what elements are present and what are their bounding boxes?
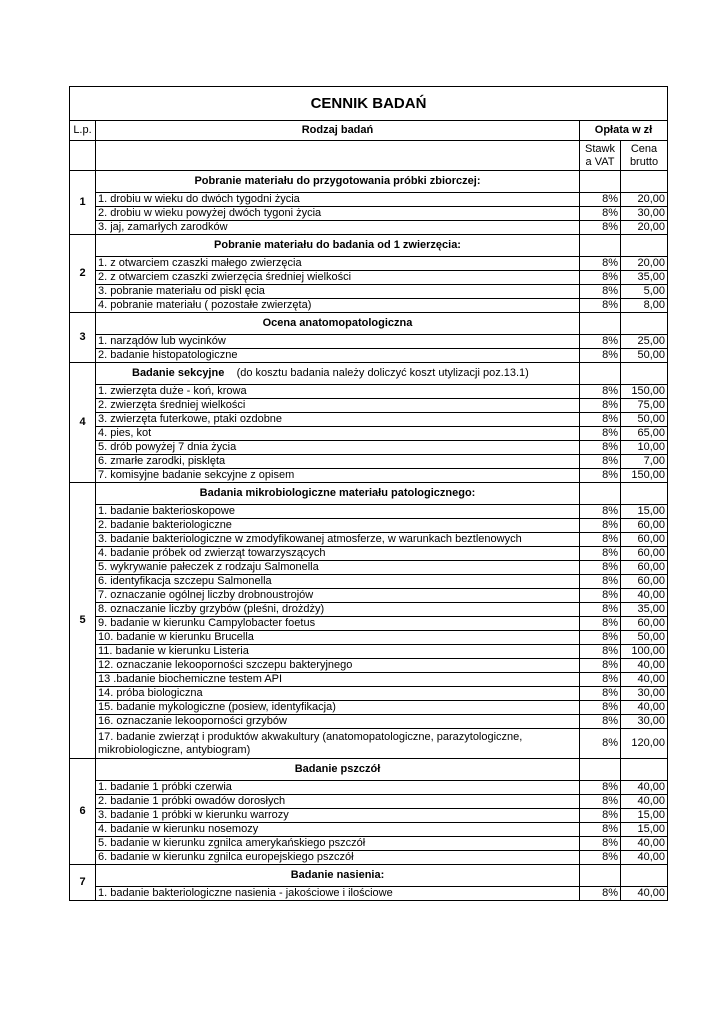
vat-rate: 8% xyxy=(580,207,621,221)
empty-vat-cell xyxy=(580,483,621,505)
test-name: 2. badanie bakteriologiczne xyxy=(96,519,580,533)
section-number: 1 xyxy=(70,171,96,235)
section-number: 6 xyxy=(70,759,96,865)
vat-rate: 8% xyxy=(580,603,621,617)
vat-rate: 8% xyxy=(580,687,621,701)
empty-cell xyxy=(70,141,96,171)
table-row xyxy=(70,207,668,221)
vat-rate: 8% xyxy=(580,887,621,901)
empty-vat-cell xyxy=(580,363,621,385)
vat-rate: 8% xyxy=(580,809,621,823)
table-row xyxy=(70,335,668,349)
section-title-row xyxy=(70,171,668,193)
gross-price: 40,00 xyxy=(621,673,668,687)
vat-rate: 8% xyxy=(580,659,621,673)
section-note: (do kosztu badania należy doliczyć koszt utylizacji poz.13.1) xyxy=(236,367,529,379)
table-row xyxy=(70,519,668,533)
test-name: 12. oznaczanie lekooporności szczepu bakteryjnego xyxy=(96,659,580,673)
table-row xyxy=(70,659,668,673)
spacer xyxy=(224,367,236,379)
test-name: 3. badanie bakteriologiczne w zmodyfikowanej atmosferze, w warunkach beztlenowych xyxy=(96,533,580,547)
test-name: 9. badanie w kierunku Campylobacter foetus xyxy=(96,617,580,631)
test-name: 14. próba biologiczna xyxy=(96,687,580,701)
test-name: 2. badanie histopatologiczne xyxy=(96,349,580,363)
vat-rate: 8% xyxy=(580,455,621,469)
gross-price: 30,00 xyxy=(621,207,668,221)
price-list-table xyxy=(69,86,668,901)
vat-rate: 8% xyxy=(580,399,621,413)
table-row xyxy=(70,505,668,519)
table-row xyxy=(70,193,668,207)
vat-rate: 8% xyxy=(580,505,621,519)
test-name: 5. drób powyżej 7 dnia życia xyxy=(96,441,580,455)
test-name: 10. badanie w kierunku Brucella xyxy=(96,631,580,645)
table-row xyxy=(70,427,668,441)
test-name: 13 .badanie biochemiczne testem API xyxy=(96,673,580,687)
gross-price: 150,00 xyxy=(621,469,668,483)
section-title: Badanie pszczół xyxy=(96,759,580,781)
gross-price: 40,00 xyxy=(621,659,668,673)
vat-rate: 8% xyxy=(580,617,621,631)
gross-price: 60,00 xyxy=(621,575,668,589)
test-name: 7. komisyjne badanie sekcyjne z opisem xyxy=(96,469,580,483)
section-title xyxy=(96,363,580,385)
test-name: 3. zwierzęta futerkowe, ptaki ozdobne xyxy=(96,413,580,427)
gross-price: 40,00 xyxy=(621,851,668,865)
section-title: Badanie nasienia: xyxy=(96,865,580,887)
gross-price: 60,00 xyxy=(621,519,668,533)
vat-rate: 8% xyxy=(580,385,621,399)
table-row xyxy=(70,687,668,701)
gross-price: 60,00 xyxy=(621,533,668,547)
gross-price: 40,00 xyxy=(621,887,668,901)
test-name: 6. badanie w kierunku zgnilca europejskiego pszczół xyxy=(96,851,580,865)
empty-vat-cell xyxy=(580,171,621,193)
test-name: 4. pies, kot xyxy=(96,427,580,441)
test-name: 2. badanie 1 próbki owadów dorosłych xyxy=(96,795,580,809)
vat-rate: 8% xyxy=(580,413,621,427)
table-row xyxy=(70,271,668,285)
vat-rate: 8% xyxy=(580,575,621,589)
table-row xyxy=(70,299,668,313)
gross-price: 40,00 xyxy=(621,589,668,603)
vat-rate: 8% xyxy=(580,729,621,759)
test-name: 17. badanie zwierząt i produktów akwakultury (anatomopatologiczne, parazytologiczne, mikrobiologiczne, antybiogram) xyxy=(96,729,580,759)
table-row xyxy=(70,399,668,413)
gross-price: 50,00 xyxy=(621,349,668,363)
table-row xyxy=(70,413,668,427)
table-row xyxy=(70,469,668,483)
table-row xyxy=(70,385,668,399)
table-row xyxy=(70,221,668,235)
gross-price: 120,00 xyxy=(621,729,668,759)
section-title-row xyxy=(70,865,668,887)
gross-price: 35,00 xyxy=(621,271,668,285)
gross-price: 35,00 xyxy=(621,603,668,617)
section-title-text: Badanie sekcyjne xyxy=(132,367,225,379)
section-title-row xyxy=(70,483,668,505)
table-row xyxy=(70,257,668,271)
gross-price: 50,00 xyxy=(621,631,668,645)
empty-vat-cell xyxy=(580,759,621,781)
section-title-row xyxy=(70,363,668,385)
vat-rate: 8% xyxy=(580,631,621,645)
table-row xyxy=(70,851,668,865)
header-gross-price: Cena brutto xyxy=(621,141,668,171)
gross-price: 5,00 xyxy=(621,285,668,299)
test-name: 1. narządów lub wycinków xyxy=(96,335,580,349)
table-row xyxy=(70,795,668,809)
vat-rate: 8% xyxy=(580,349,621,363)
section-number: 2 xyxy=(70,235,96,313)
empty-price-cell xyxy=(621,313,668,335)
vat-rate: 8% xyxy=(580,673,621,687)
vat-rate: 8% xyxy=(580,271,621,285)
test-name: 4. pobranie materiału ( pozostałe zwierzęta) xyxy=(96,299,580,313)
header-type: Rodzaj badań xyxy=(96,121,580,141)
test-name: 1. badanie 1 próbki czerwia xyxy=(96,781,580,795)
empty-price-cell xyxy=(621,759,668,781)
test-name: 1. badanie bakteriologiczne nasienia - jakościowe i ilościowe xyxy=(96,887,580,901)
section-title: Pobranie materiału do badania od 1 zwierzęcia: xyxy=(96,235,580,257)
vat-rate: 8% xyxy=(580,335,621,349)
gross-price: 30,00 xyxy=(621,687,668,701)
test-name: 3. badanie 1 próbki w kierunku warrozy xyxy=(96,809,580,823)
gross-price: 20,00 xyxy=(621,257,668,271)
vat-rate: 8% xyxy=(580,285,621,299)
table-row xyxy=(70,285,668,299)
table-row xyxy=(70,617,668,631)
table-row xyxy=(70,823,668,837)
gross-price: 65,00 xyxy=(621,427,668,441)
gross-price: 30,00 xyxy=(621,715,668,729)
table-row xyxy=(70,729,668,759)
section-title-row xyxy=(70,313,668,335)
gross-price: 150,00 xyxy=(621,385,668,399)
empty-vat-cell xyxy=(580,313,621,335)
empty-vat-cell xyxy=(580,865,621,887)
table-row xyxy=(70,631,668,645)
gross-price: 8,00 xyxy=(621,299,668,313)
test-name: 2. zwierzęta średniej wielkości xyxy=(96,399,580,413)
gross-price: 60,00 xyxy=(621,617,668,631)
gross-price: 75,00 xyxy=(621,399,668,413)
section-title: Pobranie materiału do przygotowania próbki zbiorczej: xyxy=(96,171,580,193)
table-row xyxy=(70,809,668,823)
gross-price: 7,00 xyxy=(621,455,668,469)
empty-price-cell xyxy=(621,171,668,193)
empty-cell xyxy=(96,141,580,171)
vat-rate: 8% xyxy=(580,701,621,715)
test-name: 1. zwierzęta duże - koń, krowa xyxy=(96,385,580,399)
vat-rate: 8% xyxy=(580,547,621,561)
vat-rate: 8% xyxy=(580,823,621,837)
test-name: 2. z otwarciem czaszki zwierzęcia średniej wielkości xyxy=(96,271,580,285)
test-name: 1. z otwarciem czaszki małego zwierzęcia xyxy=(96,257,580,271)
empty-price-cell xyxy=(621,235,668,257)
vat-rate: 8% xyxy=(580,781,621,795)
vat-rate: 8% xyxy=(580,561,621,575)
vat-rate: 8% xyxy=(580,441,621,455)
vat-rate: 8% xyxy=(580,645,621,659)
table-row xyxy=(70,547,668,561)
section-title-row xyxy=(70,759,668,781)
gross-price: 60,00 xyxy=(621,547,668,561)
header-fee: Opłata w zł xyxy=(580,121,668,141)
table-row xyxy=(70,715,668,729)
vat-rate: 8% xyxy=(580,519,621,533)
table-row xyxy=(70,441,668,455)
section-title: Badania mikrobiologiczne materiału patologicznego: xyxy=(96,483,580,505)
table-row xyxy=(70,533,668,547)
test-name: 5. badanie w kierunku zgnilca amerykańskiego pszczół xyxy=(96,837,580,851)
gross-price: 20,00 xyxy=(621,193,668,207)
empty-price-cell xyxy=(621,483,668,505)
title-row xyxy=(70,87,668,121)
empty-vat-cell xyxy=(580,235,621,257)
gross-price: 50,00 xyxy=(621,413,668,427)
vat-rate: 8% xyxy=(580,851,621,865)
header-lp: L.p. xyxy=(70,121,96,141)
vat-rate: 8% xyxy=(580,469,621,483)
subheader-row xyxy=(70,141,668,171)
section-number: 4 xyxy=(70,363,96,483)
table-row xyxy=(70,575,668,589)
table-row xyxy=(70,645,668,659)
section-title-row xyxy=(70,235,668,257)
table-row xyxy=(70,603,668,617)
table-row xyxy=(70,837,668,851)
test-name: 4. badanie w kierunku nosemozy xyxy=(96,823,580,837)
test-name: 6. identyfikacja szczepu Salmonella xyxy=(96,575,580,589)
section-number: 7 xyxy=(70,865,96,901)
section-title: Ocena anatomopatologiczna xyxy=(96,313,580,335)
empty-price-cell xyxy=(621,865,668,887)
test-name: 11. badanie w kierunku Listeria xyxy=(96,645,580,659)
gross-price: 10,00 xyxy=(621,441,668,455)
test-name: 2. drobiu w wieku powyżej dwóch tygoni życia xyxy=(96,207,580,221)
test-name: 3. pobranie materiału od piskl ęcia xyxy=(96,285,580,299)
gross-price: 15,00 xyxy=(621,809,668,823)
vat-rate: 8% xyxy=(580,221,621,235)
test-name: 15. badanie mykologiczne (posiew, identyfikacja) xyxy=(96,701,580,715)
gross-price: 20,00 xyxy=(621,221,668,235)
test-name: 3. jaj, zamarłych zarodków xyxy=(96,221,580,235)
gross-price: 100,00 xyxy=(621,645,668,659)
section-number: 5 xyxy=(70,483,96,759)
vat-rate: 8% xyxy=(580,715,621,729)
vat-rate: 8% xyxy=(580,837,621,851)
vat-rate: 8% xyxy=(580,299,621,313)
gross-price: 40,00 xyxy=(621,795,668,809)
vat-rate: 8% xyxy=(580,589,621,603)
table-row xyxy=(70,589,668,603)
gross-price: 15,00 xyxy=(621,823,668,837)
table-row xyxy=(70,455,668,469)
gross-price: 40,00 xyxy=(621,701,668,715)
gross-price: 25,00 xyxy=(621,335,668,349)
table-row xyxy=(70,701,668,715)
page-title: CENNIK BADAŃ xyxy=(70,87,668,121)
empty-price-cell xyxy=(621,363,668,385)
test-name: 8. oznaczanie liczby grzybów (pleśni, drożdży) xyxy=(96,603,580,617)
vat-rate: 8% xyxy=(580,427,621,441)
test-name: 6. zmarłe zarodki, pisklęta xyxy=(96,455,580,469)
test-name: 1. badanie bakterioskopowe xyxy=(96,505,580,519)
header-vat-rate: Stawk a VAT xyxy=(580,141,621,171)
vat-rate: 8% xyxy=(580,193,621,207)
vat-rate: 8% xyxy=(580,795,621,809)
vat-rate: 8% xyxy=(580,257,621,271)
header-row xyxy=(70,121,668,141)
table-row xyxy=(70,561,668,575)
gross-price: 15,00 xyxy=(621,505,668,519)
test-name: 16. oznaczanie lekooporności grzybów xyxy=(96,715,580,729)
test-name: 4. badanie próbek od zwierząt towarzyszących xyxy=(96,547,580,561)
table-row xyxy=(70,349,668,363)
table-row xyxy=(70,887,668,901)
table-row xyxy=(70,781,668,795)
gross-price: 40,00 xyxy=(621,837,668,851)
section-number: 3 xyxy=(70,313,96,363)
test-name: 5. wykrywanie pałeczek z rodzaju Salmonella xyxy=(96,561,580,575)
gross-price: 60,00 xyxy=(621,561,668,575)
table-row xyxy=(70,673,668,687)
vat-rate: 8% xyxy=(580,533,621,547)
test-name: 1. drobiu w wieku do dwóch tygodni życia xyxy=(96,193,580,207)
gross-price: 40,00 xyxy=(621,781,668,795)
test-name: 7. oznaczanie ogólnej liczby drobnoustrojów xyxy=(96,589,580,603)
